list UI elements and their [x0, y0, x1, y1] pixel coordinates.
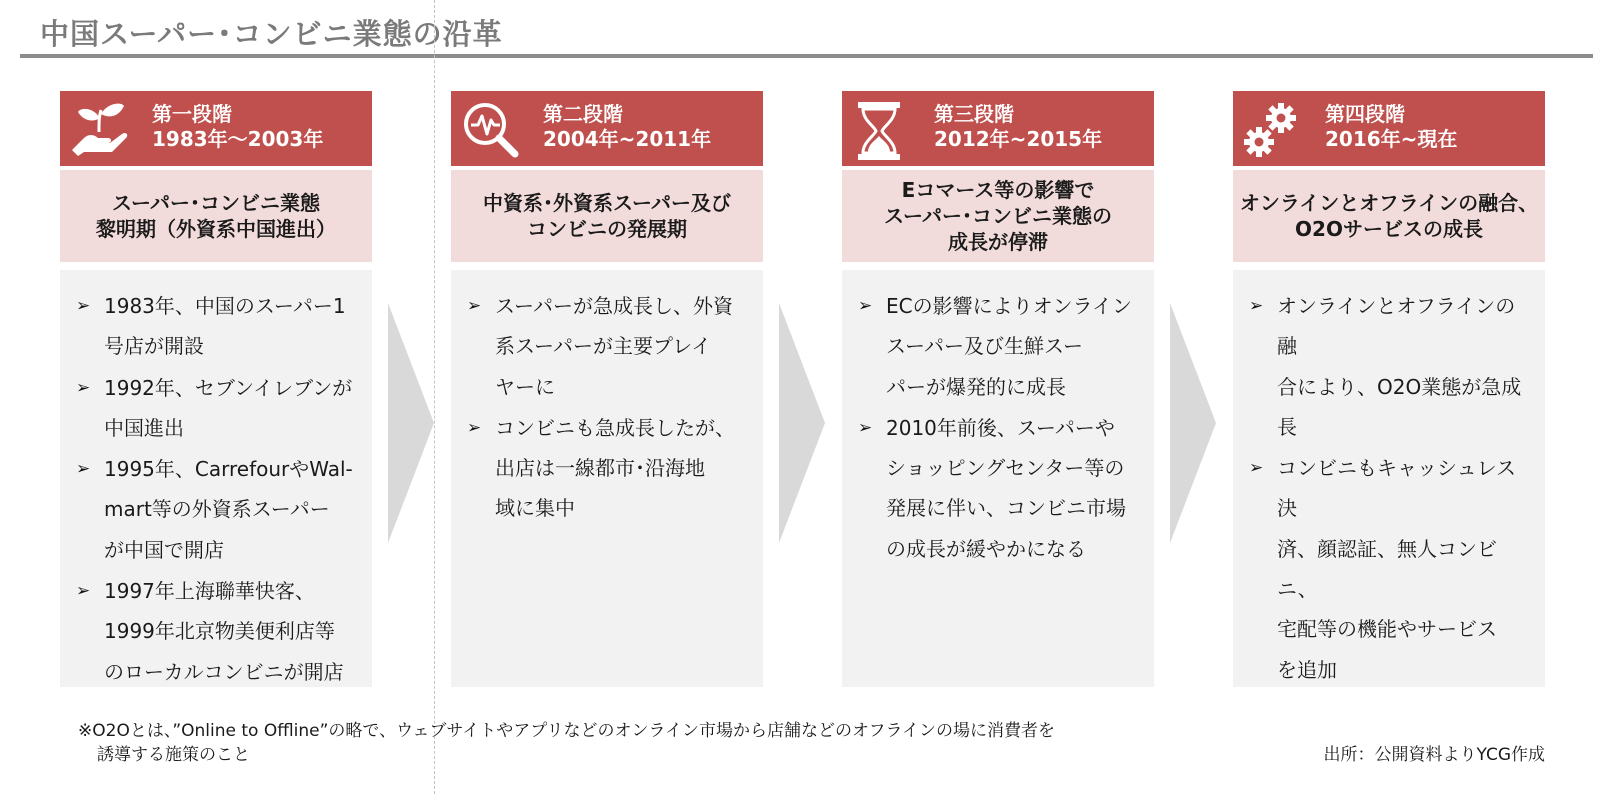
summary-line: 中資系･外資系スーパー及び: [483, 191, 731, 215]
stage-2: [451, 91, 763, 687]
list-item: ➢ 1983年、中国のスーパー1 号店が開設: [76, 286, 358, 367]
arrow-bullet-icon: ➢: [1249, 296, 1264, 316]
stage-1: [60, 91, 372, 687]
stage-summary: [1233, 170, 1545, 262]
summary-line: コンビニの発展期: [527, 217, 687, 241]
stage-details: [60, 270, 372, 687]
gears-icon: [1241, 98, 1303, 160]
footnote-line: ※O2Oとは、”Online to Offline”の略で、ウェブサイトやアプリなどのオンライン市場から店舗などのオフラインの場に消費者を: [78, 721, 1055, 741]
list-item: ➢ ECの影響によりオンライン スーパー及び生鮮スー パーが爆発的に成長: [858, 286, 1140, 407]
stage-label: [543, 102, 711, 152]
stage-header: [451, 91, 763, 166]
stage-details: [451, 270, 763, 687]
arrow-bullet-icon: ➢: [76, 296, 91, 316]
stage-header: [60, 91, 372, 166]
stage-heading: 第四段階: [1325, 102, 1405, 126]
stage-details: [1233, 270, 1545, 687]
hourglass-icon: [850, 98, 912, 160]
guide-line: [434, 0, 435, 794]
list-item: ➢ コンビニも急成長したが、 出店は一線都市･沿海地 域に集中: [467, 408, 749, 529]
stage-label: [152, 102, 323, 152]
stage-period: 2016年~現在: [1325, 127, 1458, 151]
summary-line: オンラインとオフラインの融合、: [1239, 191, 1539, 215]
stage-period: 2004年~2011年: [543, 127, 712, 151]
footnote-line: 誘導する施策のこと: [97, 745, 250, 765]
stage-heading: 第三段階: [934, 102, 1014, 126]
list-item: ➢ オンラインとオフラインの融 合により、O2O業態が急成 長: [1249, 286, 1531, 447]
stage-heading: 第一段階: [152, 102, 232, 126]
stage-summary: [451, 170, 763, 262]
source-note: 出所：公開資料よりYCG作成: [1323, 745, 1545, 765]
list-item: ➢ コンビニもキャッシュレス決 済、顔認証、無人コンビニ、 宅配等の機能やサービス を追加: [1249, 448, 1531, 690]
summary-line: Eコマース等の影響で: [901, 178, 1095, 202]
stage-heading: 第二段階: [543, 102, 623, 126]
chevron-arrow-3: [1170, 303, 1216, 543]
stage-details: [842, 270, 1154, 687]
title-divider: [20, 54, 1593, 58]
list-item: ➢ 1992年、セブンイレブンが 中国進出: [76, 368, 358, 449]
stage-period: 2012年~2015年: [934, 127, 1103, 151]
summary-line: スーパー･コンビニ業態の: [884, 204, 1112, 228]
chevron-arrow-1: [388, 303, 434, 543]
stage-4: [1233, 91, 1545, 687]
stage-summary: [842, 170, 1154, 262]
footnote: [78, 719, 1055, 767]
magnifier-pulse-icon: [459, 98, 521, 160]
hand-sprout-icon: [68, 98, 130, 160]
stage-summary: [60, 170, 372, 262]
stage-header: [1233, 91, 1545, 166]
arrow-bullet-icon: ➢: [467, 296, 482, 316]
arrow-bullet-icon: ➢: [1249, 458, 1264, 479]
summary-line: 黎明期（外資系中国進出）: [96, 217, 336, 241]
summary-line: スーパー･コンビニ業態: [112, 191, 320, 215]
stage-label: [1325, 102, 1457, 152]
stage-label: [934, 102, 1102, 152]
arrow-bullet-icon: ➢: [76, 377, 91, 398]
arrow-bullet-icon: ➢: [467, 417, 482, 438]
stage-3: [842, 91, 1154, 687]
arrow-bullet-icon: ➢: [858, 296, 873, 316]
list-item: ➢ 2010年前後、スーパーや ショッピングセンター等の 発展に伴い、コンビニ市場 の成長が緩やかになる: [858, 408, 1140, 569]
list-item: ➢ 1995年、CarrefourやWal- mart等の外資系スーパー が中国で開店: [76, 449, 358, 570]
list-item: ➢ スーパーが急成長し、外資 系スーパーが主要プレイ ヤーに: [467, 286, 749, 407]
list-item: ➢ 1997年上海聯華快客、 1999年北京物美便利店等 のローカルコンビニが開店: [76, 571, 358, 692]
chevron-arrow-2: [779, 303, 825, 543]
summary-line: 成長が停滞: [948, 230, 1048, 254]
page-title: 中国スーパー･コンビニ業態の沿革: [40, 17, 503, 51]
stage-header: [842, 91, 1154, 166]
stage-period: 1983年～2003年: [152, 127, 324, 151]
arrow-bullet-icon: ➢: [858, 417, 873, 438]
arrow-bullet-icon: ➢: [76, 581, 91, 602]
arrow-bullet-icon: ➢: [76, 459, 91, 480]
summary-line: O2Oサービスの成長: [1295, 217, 1483, 241]
